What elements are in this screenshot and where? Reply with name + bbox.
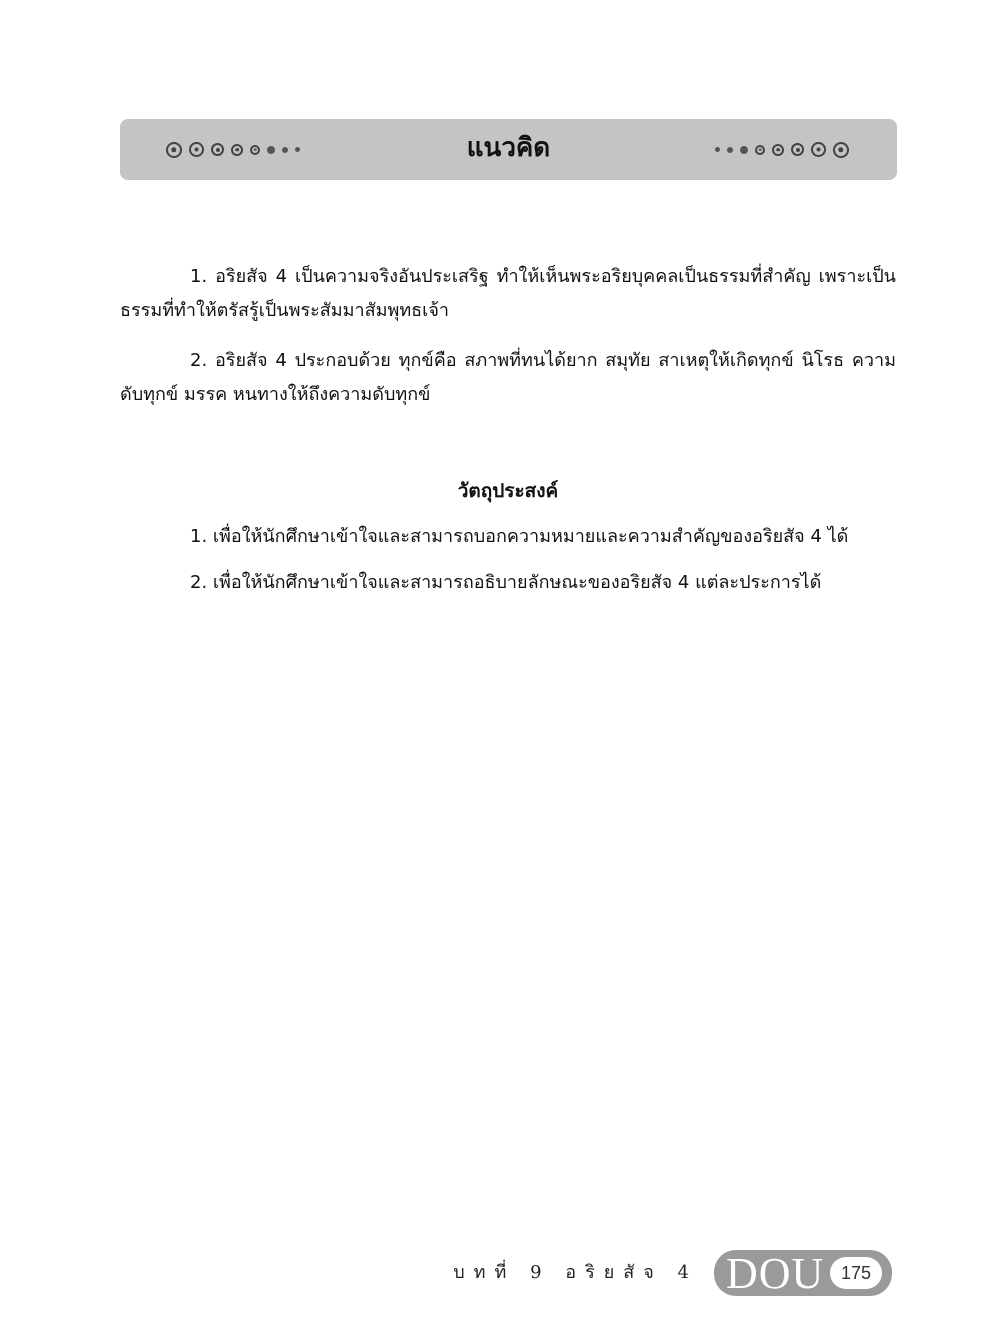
page-title: แนวคิด xyxy=(466,133,551,163)
dots-increasing-icon xyxy=(715,119,849,180)
objective-item-1: 1. เพื่อให้นักศึกษาเข้าใจและสามารถบอกความหมายและความสำคัญของอริยสัจ 4 ได้ xyxy=(190,526,849,547)
dou-logo-text: DOU xyxy=(726,1249,825,1298)
concept-paragraph-1 xyxy=(120,260,896,328)
decorative-dot-icon xyxy=(811,142,826,157)
concept-header-bar xyxy=(120,119,897,180)
page-number: 175 xyxy=(830,1257,882,1289)
objective-item-2: 2. เพื่อให้นักศึกษาเข้าใจและสามารถอธิบายลักษณะของอริยสัจ 4 แต่ละประการได้ xyxy=(190,572,822,593)
dou-logo-badge xyxy=(714,1250,892,1296)
decorative-dot-icon xyxy=(715,147,720,152)
decorative-dot-icon xyxy=(727,147,733,153)
decorative-dot-icon xyxy=(772,144,784,156)
chapter-footer-text: บทที่ 9 อริยสัจ 4 xyxy=(453,1262,698,1283)
decorative-dot-icon xyxy=(740,146,748,154)
decorative-dot-icon xyxy=(755,145,765,155)
concept-text-2: 2. อริยสัจ 4 ประกอบด้วย ทุกข์คือ สภาพที่ทนได้ยาก สมุทัย สาเหตุให้เกิดทุกข์ นิโรธ ความดับทุกข์ มรรค หนทางให้ถึงความดับทุกข์ xyxy=(120,350,896,405)
decorative-dot-icon xyxy=(833,142,849,158)
objectives-title: วัตถุประสงค์ xyxy=(457,480,559,502)
decorative-dot-icon xyxy=(791,143,804,156)
concept-text-1: 1. อริยสัจ 4 เป็นความจริงอันประเสริฐ ทำให้เห็นพระอริยบุคคลเป็นธรรมที่สำคัญ เพราะเป็นธรรมที่ทำให้ตรัสรู้เป็นพระสัมมาสัมพุทธเจ้า xyxy=(120,266,896,321)
concept-paragraph-2 xyxy=(120,344,896,412)
